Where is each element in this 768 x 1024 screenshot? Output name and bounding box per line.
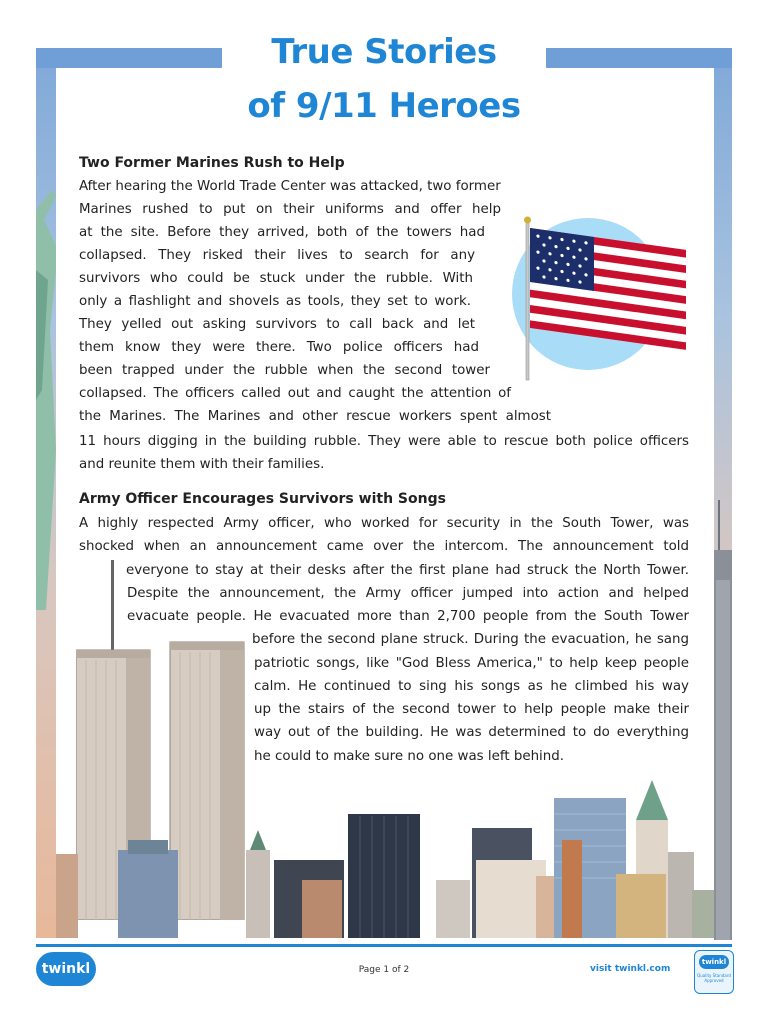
text-line: been trapped under the rubble when the second tower (79, 363, 490, 378)
text-line: collapsed. They risked their lives to search for any (79, 248, 475, 263)
visit-link[interactable]: visit twinkl.com (590, 964, 671, 974)
text-line: the Marines. The Marines and other rescue workers spent almost (79, 409, 551, 424)
text-line: only a flashlight and shovels as tools, they set to work. (79, 294, 471, 309)
text-line: collapsed. The officers called out and caught the attention of (79, 386, 511, 401)
text-line: calm. He continued to sing his songs as he climbed his way (254, 679, 689, 694)
badge-logo: twinkl (699, 955, 729, 969)
text-line: Marines rushed to put on their uniforms and offer help (79, 202, 501, 217)
page-number: Page 1 of 2 (358, 965, 410, 975)
text-line: before the second plane struck. During the evacuation, he sang (252, 632, 689, 647)
text-line: 11 hours digging in the building rubble. They were able to rescue both police officers (79, 434, 689, 449)
text-line: shocked when an announcement came over the intercom. The announcement told (79, 539, 689, 554)
city-skyline-illustration (56, 780, 714, 938)
text-line: everyone to stay at their desks after the first plane had struck the North Tower. (126, 563, 689, 578)
american-flag-illustration (520, 214, 692, 384)
text-line: survivors who could be stuck under the rubble. With (79, 271, 473, 286)
text-line: he could to make sure no one was left behind. (254, 749, 565, 764)
text-line: at the site. Before they arrived, both of the towers had (79, 225, 485, 240)
text-line: evacuate people. He evacuated more than 2,700 people from the South Tower (127, 609, 689, 624)
twinkl-logo[interactable]: twinkl (36, 952, 96, 986)
quality-badge-icon (694, 950, 734, 994)
text-line: A highly respected Army officer, who worked for security in the South Tower, was (79, 516, 689, 531)
section-2-heading: Army Officer Encourages Survivors with Songs (79, 491, 446, 507)
text-line: way out of the building. He was determined to do everything (254, 725, 689, 740)
page-title-line-1: True Stories (271, 32, 497, 72)
badge-text: Quality Standard Approved (697, 973, 731, 983)
text-line: up the stairs of the second tower to help people make their (254, 702, 689, 717)
text-line: They yelled out asking survivors to call back and let (79, 317, 475, 332)
text-line: them know they were there. Two police officers had (79, 340, 479, 355)
text-line: Despite the announcement, the Army officer jumped into action and helped (127, 586, 689, 601)
footer-rule (36, 944, 732, 947)
page-title-line-2: of 9/11 Heroes (247, 86, 521, 126)
text-line: and reunite them with their families. (79, 457, 325, 472)
text-line: After hearing the World Trade Center was attacked, two former (79, 179, 501, 194)
right-building-illustration (712, 500, 732, 940)
text-line: patriotic songs, like "God Bless America," to help keep people (254, 656, 689, 671)
statue-of-liberty-illustration (36, 190, 58, 610)
section-1-heading: Two Former Marines Rush to Help (79, 155, 345, 171)
